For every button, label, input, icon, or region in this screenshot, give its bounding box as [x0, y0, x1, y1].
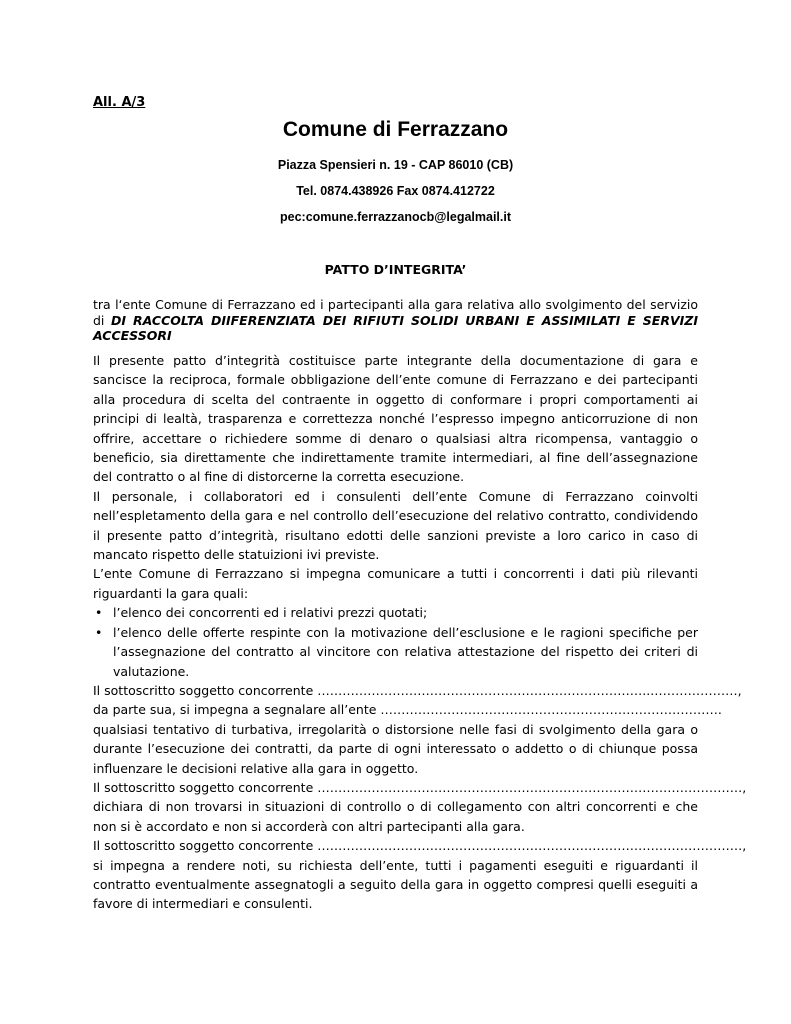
- letterhead: [93, 116, 698, 236]
- intro-text: tra l‘ente Comune di Ferrazzano ed i partecipanti alla gara relativa allo svolgimento del servizio di: [93, 297, 698, 328]
- signatory-line-2: Il sottoscritto soggetto concorrente …………………………………………………………………………………………,: [93, 779, 747, 795]
- document-title: PATTO D’INTEGRITA’: [324, 262, 467, 277]
- communication-list: [93, 603, 698, 681]
- phone-fax-line: Tel. 0874.438926 Fax 0874.412722: [296, 184, 495, 198]
- service-subject: DI RACCOLTA DIIFERENZIATA DEI RIFIUTI SOLIDI URBANI E ASSIMILATI E SERVIZI ACCESSORI: [93, 312, 698, 343]
- paragraph-no-collusion: dichiara di non trovarsi in situazioni di controllo o di collegamento con altri concorrenti e che non si è accordato e non si accorderà con altri partecipanti alla gara.: [93, 799, 698, 834]
- report-to-entity-line: da parte sua, si impegna a segnalare all’ente ……………………………………………………………………….: [93, 702, 722, 718]
- paragraph-purpose: Il presente patto d’integrità costituisce parte integrante della documentazione di gara e sancisce la reciproca, formale obbligazione dell’ente comune di Ferrazzano e dei partecipanti alla procedura di scelta del contraente in oggetto di conformare i propri comportamenti ai principi di lealtà, trasparenza e correttezza nonché l’espresso impegno anticorruzione di non offrire, accettare o richiedere somme di denaro o qualsiasi altra ricompensa, vantaggio o beneficio, sia direttamente che indirettamente tramite intermediari, al fine dell’assegnazione del contratto o al fine di distorcerne la corretta esecuzione.: [93, 353, 698, 485]
- signatory-line-3: Il sottoscritto soggetto concorrente …………………………………………………………………………………………,: [93, 838, 747, 854]
- paragraph-payments: si impegna a rendere noti, su richiesta dell’ente, tutti i pagamenti eseguiti e riguardanti il contratto eventualmente assegnatogli a seguito della gara in oggetto compresi quelli eseguiti a favore di intermediari e consulenti.: [93, 857, 698, 912]
- paragraph-communication: L’ente Comune di Ferrazzano si impegna comunicare a tutti i concorrenti i dati più rilevanti riguardanti la gara quali:: [93, 566, 698, 601]
- list-item: • l’elenco delle offerte respinte con la motivazione dell’esclusione e le ragioni specifiche per l’assegnazione del contratto al vincitore con relativa attestazione del rispetto dei criteri di valutazione.: [93, 623, 698, 681]
- address-line: Piazza Spensieri n. 19 - CAP 86010 (CB): [277, 158, 514, 172]
- list-item: • l’elenco dei concorrenti ed i relativi prezzi quotati;: [93, 603, 698, 622]
- paragraph-reporting: qualsiasi tentativo di turbativa, irregolarità o distorsione nelle fasi di svolgimento della gara o durante l’esecuzione dei contratti, da parte di ogni interessato o addetto o di chiunque possa influenzare le decisioni relative alla gara in oggetto.: [93, 721, 698, 776]
- attachment-label: All. A/3: [93, 95, 146, 110]
- paragraph-personnel: Il personale, i collaboratori ed i consulenti dell’ente Comune di Ferrazzano coinvolti nell’espletamento della gara e nel controllo dell’esecuzione del relativo contratto, condividendo il presente patto d’integrità, risultano edotti delle sanzioni previste a loro carico in caso di mancato rispetto delle statuizioni ivi previste.: [93, 488, 698, 563]
- document-body: [93, 351, 747, 914]
- intro-paragraph: [93, 297, 698, 344]
- pec-line: pec:comune.ferrazzanocb@legalmail.it: [280, 210, 511, 224]
- municipality-name: Comune di Ferrazzano: [282, 118, 509, 141]
- signatory-line-1: Il sottoscritto soggetto concorrente ……………………………………………………………………..…………………,: [93, 682, 742, 698]
